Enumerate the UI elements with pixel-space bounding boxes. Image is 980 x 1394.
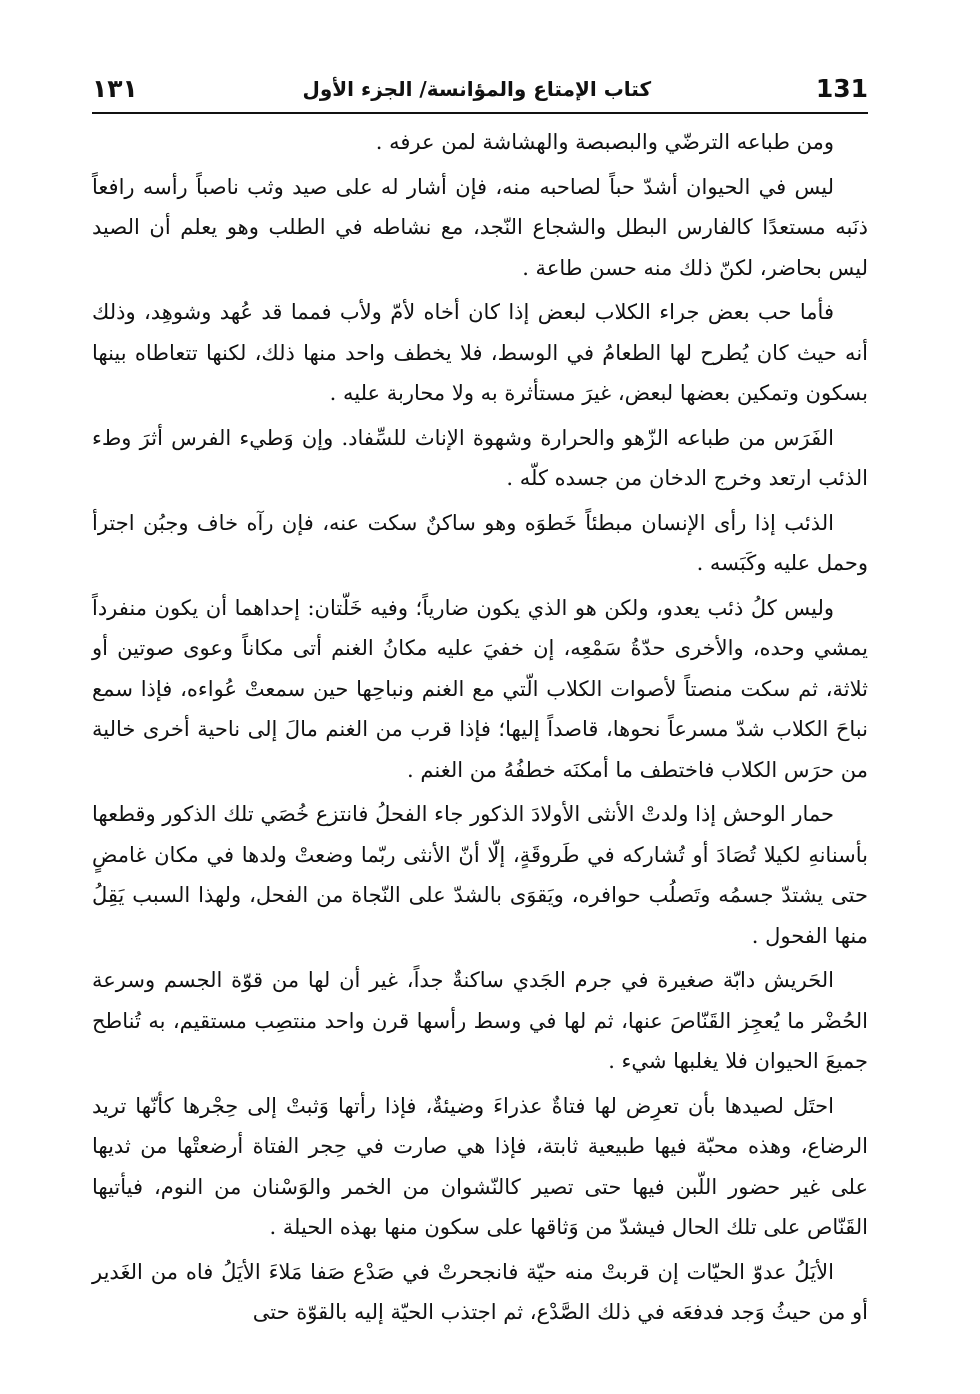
paragraph: احتَل لصيدها بأن تعرِض لها فتاةٌ عذراءَ وضيئةٌ، فإذا رأتها وَثبتْ إلى حِجْرها كأنّها تريد الرضاع، وهذه محبّة فيها طبيعية ثابتة، فإذا هي صارت في حِجر الفتاة أرضعتْها من ثديها على غير حضور اللّبن فيها حتى تصير كالنّشوان من الخمر والوَسْنان من النوم، فيأتيها القَنّاص على تلك الحال فيشدّ من وَثاقها على سكون منها بهذه الحيلة . xyxy=(92,1093,868,1239)
page-number-latin: 131 xyxy=(815,74,868,103)
paragraph: الحَريش دابّة صغيرة في جرم الجَدي ساكنةٌ جداً، غير أن لها من قوّة الجسم وسرعة الحُضْر ما يُعجِز القَنّاصَ عنها، ثم لها في وسط رأسها قرن واحد منتصِب مستقيم، به تُناطح جميعَ الحيوان فلا يغلبها شيء . xyxy=(92,968,868,1073)
paragraph: ومن طباعه الترضّي والبصبصة والهشاشة لمن عرفه . xyxy=(375,130,834,154)
page-body xyxy=(92,122,868,1337)
paragraph: الأيَلُ عدوّ الحيّات إن قربتْ منه حيّة فانجحرتْ في صَدْع صَفا مَلاءَ الأيَلُ فاه من الغَدير أو من حيثُ وَجد فدفعَه في ذلك الصَّدْع، ثم اجتذب الحيّة إليه بالقوّة حتى xyxy=(92,1259,868,1324)
paragraph: فأما حب بعض جراء الكلاب لبعض إذا كان أخاه لأمّ ولأب فمما قد عُهد وشوهِد، وذلك أنه حيث كان يُطرح لها الطعامُ في الوسط، فلا يخطف واحد منها ذلك، لكنها تتعاطاه بينها بسكون وتمكين بعضها لبعض، غيرَ مستأثرة به ولا محاربة عليه . xyxy=(92,300,868,405)
paragraph: ليس في الحيوان أشدّ حباً لصاحبه منه، فإن أشار له على صيد وثب ناصباً رأسه رافعاً ذنَبه مستعدًا كالفارس البطل والشجاع النّجد، مع نشاطه في الطلب وهو يعلم أن الصيد ليس بحاضر، لكنّ ذلك منه حسن طاعة . xyxy=(92,174,868,280)
page-header xyxy=(92,66,868,114)
paragraph: الذئب إذا رأى الإنسان مبطئاً خَطوَه وهو ساكنٌ سكت عنه، فإن رآه خاف وجبُن اجترأ وحمل عليه وكَبَسه . xyxy=(92,510,868,575)
page-number-arabic: ١٣١ xyxy=(92,74,138,103)
paragraph: حمار الوحش إذا ولدتْ الأنثى الأولادَ الذكور جاء الفحلُ فانتزع خُصَي تلك الذكور وقطعها بأسنانهِ لكيلا تُصَادَ أو تُشاركه في طَروقَةٍ، إلّا أنّ الأنثى ربّما وضعتْ ولدها في مكان غامضٍ حتى يشتدّ جسمُه وتَصلُب حوافره، ويَقوَى بالشدّ على النّجاة من الفحل، ولهذا السبب يَقِلُ منها الفحول . xyxy=(91,802,868,948)
running-title: كتاب الإمتاع والمؤانسة/ الجزء الأول xyxy=(302,77,652,101)
paragraph: وليس كلُ ذئب يعدو، ولكن هو الذي يكون ضارياً؛ وفيه خَلّتان: إحداهما أن يكون منفرداً يمشي وحده، والأخرى حدّةُ سَمْعِه، إن خفيَ عليه مكانُ الغنم أتى مكاناً وعوى صوتين أو ثلاثة، ثم سكت منصتاً لأصوات الكلاب الّتي مع الغنم ونباحِها حين سمعتْ عُواءه، فإذا سمع نباحَ الكلاب شدّ مسرعاً نحوها، قاصداً إليها؛ فإذا قرب من الغنم مالَ إلى ناحية أخرى خالية من حرَس الكلاب فاختطف ما أمكنَه خطفُهُ من الغنم . xyxy=(92,595,868,782)
paragraph: الفَرَس من طباعه الزّهو والحرارة وشهوة الإناث للسِّفاد. وإن وَطيء الفرس أثرَ وطء الذئب ارتعد وخرج الدخان من جسده كلّه . xyxy=(92,425,868,490)
